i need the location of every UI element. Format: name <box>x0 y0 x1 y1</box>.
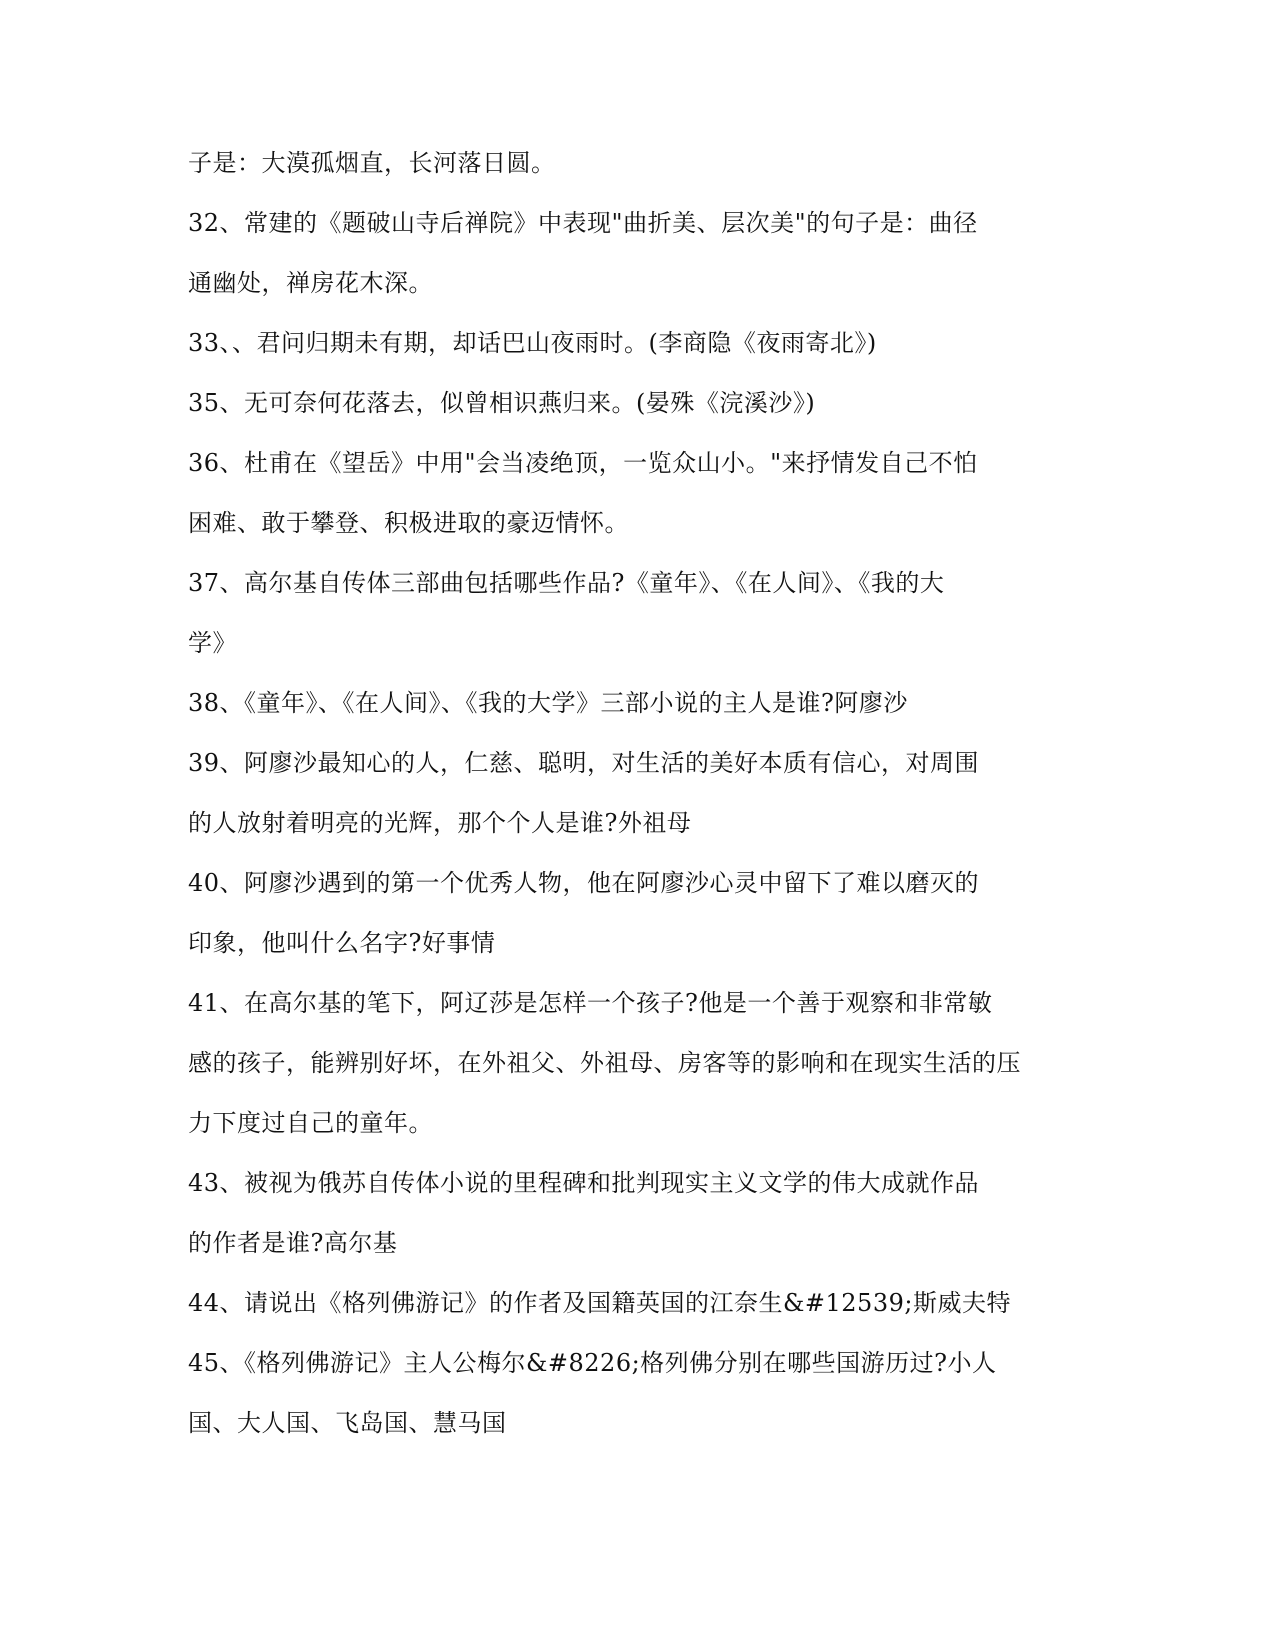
text-line: 37、高尔基自传体三部曲包括哪些作品?《童年》、《在人间》、《我的大 <box>188 569 945 597</box>
text-line: 43、被视为俄苏自传体小说的里程碑和批判现实主义文学的伟大成就作品 <box>188 1169 980 1197</box>
text-line: 35、无可奈何花落去，似曾相识燕归来。(晏殊《浣溪沙》) <box>188 389 816 417</box>
text-line: 45、《格列佛游记》主人公梅尔&#8226;格列佛分别在哪些国游历过?小人 <box>188 1349 997 1377</box>
text-line: 困难、敢于攀登、积极进取的豪迈情怀。 <box>188 509 629 537</box>
text-line: 通幽处，禅房花木深。 <box>188 269 433 297</box>
text-line: 36、杜甫在《望岳》中用"会当凌绝顶，一览众山小。"来抒情发自己不怕 <box>188 449 978 477</box>
text-line: 学》 <box>188 629 237 657</box>
text-line: 39、阿廖沙最知心的人，仁慈、聪明，对生活的美好本质有信心，对周围 <box>188 749 980 777</box>
text-line: 38、《童年》、《在人间》、《我的大学》三部小说的主人是谁?阿廖沙 <box>188 689 908 717</box>
text-line: 感的孩子，能辨别好坏，在外祖父、外祖母、房客等的影响和在现实生活的压 <box>188 1049 1021 1077</box>
text-line: 力下度过自己的童年。 <box>188 1109 433 1137</box>
text-line: 子是：大漠孤烟直，长河落日圆。 <box>188 149 556 177</box>
text-line: 国、大人国、飞岛国、慧马国 <box>188 1409 507 1437</box>
text-line: 印象，他叫什么名字?好事情 <box>188 929 496 957</box>
document-body <box>188 143 1048 1463</box>
text-line: 的人放射着明亮的光辉，那个个人是谁?外祖母 <box>188 809 692 837</box>
text-line: 的作者是谁?高尔基 <box>188 1229 398 1257</box>
text-line: 33、、君问归期未有期，却话巴山夜雨时。(李商隐《夜雨寄北》) <box>188 329 877 357</box>
text-line: 40、阿廖沙遇到的第一个优秀人物，他在阿廖沙心灵中留下了难以磨灭的 <box>188 869 980 897</box>
text-line: 44、请说出《格列佛游记》的作者及国籍英国的江奈生&#12539;斯威夫特 <box>188 1289 1011 1317</box>
text-line: 32、常建的《题破山寺后禅院》中表现"曲折美、层次美"的句子是：曲径 <box>188 209 978 237</box>
text-line: 41、在高尔基的笔下，阿辽莎是怎样一个孩子?他是一个善于观察和非常敏 <box>188 989 993 1017</box>
